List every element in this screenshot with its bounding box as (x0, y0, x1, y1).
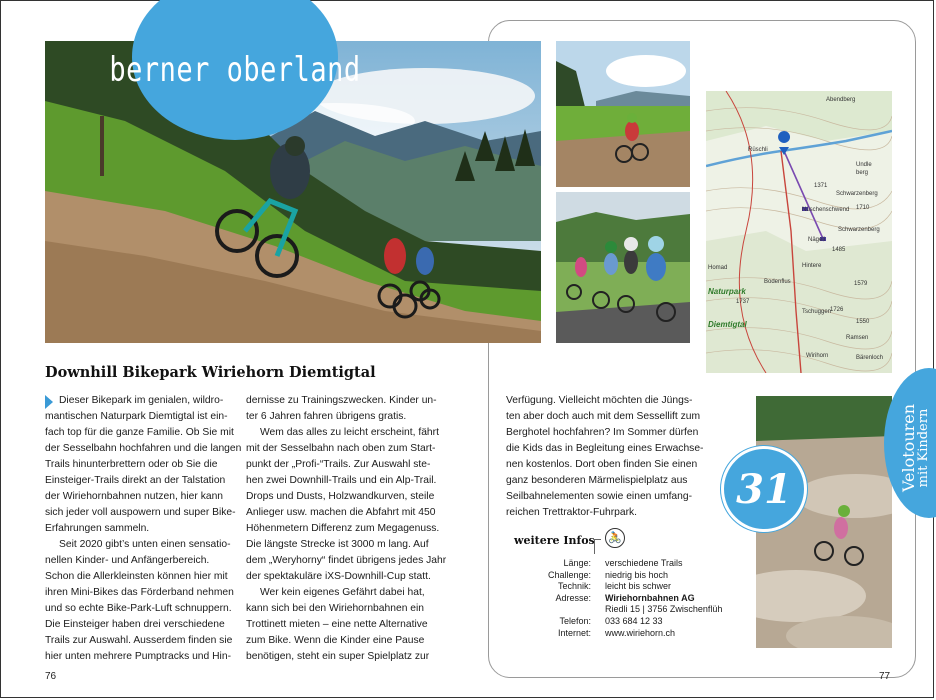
info-value: verschiedene Trails (605, 558, 683, 568)
info-value: www.wiriehorn.ch (605, 627, 676, 638)
col1-line: hier unten mehrere Pumptracks und Hin- (45, 651, 232, 662)
cyclist-icon: 🚴 (605, 528, 625, 548)
info-row (500, 628, 722, 640)
info-row (500, 558, 722, 570)
category-label-line2: mit Kindern (916, 408, 931, 488)
map-label-22: 1579 (854, 281, 868, 287)
info-row (500, 593, 722, 605)
map-label-9: Hintere (802, 263, 822, 269)
tour-number-badge (721, 446, 807, 532)
info-key: Challenge: (547, 569, 591, 580)
col2-line: Wer kein eigenes Gefährt dabei hat, (260, 587, 425, 598)
map-label-0: Abendberg (826, 97, 856, 103)
info-value: leicht bis schwer (605, 581, 672, 592)
text-column-3 (506, 393, 703, 521)
info-table (500, 558, 722, 639)
map-label-5: Nüschenschwend (802, 207, 850, 213)
col3-line: ten aber doch auch mit dem Sessellift zum (506, 411, 701, 422)
col3-line: die Kids das in Begleitung eines Erwachse- (506, 443, 704, 454)
col3-line: ganz besonderen Märmelispielplatz aus (506, 475, 688, 486)
col3-line: Seilbahnelementen sowie einen umfang- (506, 491, 693, 502)
col2-line: ter 6 Jahren fahren übrigens gratis. (246, 411, 407, 422)
map-label-11: Naturpark (708, 287, 746, 296)
col2-line: Höhenmetern Differenz zum Megagenuss. (246, 523, 440, 534)
col1-line: der Sesselbahn hochfahren und die langen (45, 443, 242, 454)
col1-line: Dieser Bikepark im genialen, wildro- (59, 395, 224, 406)
map-label-4: Schwarzenberg (836, 191, 878, 197)
col3-line: Verfügung. Vielleicht möchten die Jüngs- (506, 395, 693, 406)
map-label-12: Diemtigtal (708, 320, 747, 329)
col2-line: dernisse zu Trainingszwecken. Kinder un- (246, 395, 437, 406)
info-key: Technik: (557, 581, 591, 592)
map-label-20: 1710 (856, 205, 870, 211)
info-heading: weitere Infos (514, 534, 595, 547)
col1-line: fach top für die ganze Familie. Ob Sie mit (45, 427, 234, 438)
col2-line: Drops und Dusts, Holzwandkurven, steile (246, 491, 435, 502)
col3-line: Berghotel hochfahren? Im Sommer dürfen (506, 427, 699, 438)
col2-line: kann sich bei den Wiriehornbahnen ein (246, 603, 425, 614)
map-label-13: Tschuggen (802, 309, 832, 315)
col1-line: Schon die Allerkleinsten können hier mit (45, 571, 228, 582)
col3-line: nen kostenlos. Dort oben finden Sie einen (506, 459, 698, 470)
col1-line: nellen Kinder- und Anfängerbereich. (45, 555, 210, 566)
map-label-3: berg (856, 170, 869, 176)
photo-child-on-bike (556, 41, 690, 187)
category-label (901, 384, 930, 512)
region-badge-label: berner oberland (109, 50, 361, 90)
info-key: Telefon: (559, 615, 591, 626)
map-label-10: Bodenflus (764, 279, 791, 285)
col1-line: Trails hinunterbrettern oder ob Sie die (45, 459, 218, 470)
page-number-right: 77 (879, 671, 891, 682)
map-label-23: 1550 (856, 319, 870, 325)
map-label-14: Wirihorn (806, 353, 829, 359)
col2-line: Die längste Strecke ist 3000 m lang. Auf (246, 539, 429, 550)
col1-line: Einsteiger-Trails direkt an der Talstation (45, 475, 226, 486)
map-label-19: 1371 (814, 183, 828, 189)
info-value: Riedli 15 | 3756 Zwischenflüh (605, 604, 723, 615)
map-label-8: Homad (708, 265, 728, 271)
col1-line: sich jeder voll auspowern und super Bike- (45, 507, 236, 518)
col1-line: und so echte Bike-Park-Luft schnuppern. (45, 603, 232, 614)
info-key: Internet: (557, 627, 591, 638)
col1-line: mantischen Naturpark Diemtigtal ist ein- (45, 411, 228, 422)
text-column-2 (246, 393, 446, 665)
map-label-18: 1726 (830, 307, 844, 313)
col1-line: Die Einsteiger haben drei verschiedene (45, 619, 225, 630)
info-row (500, 581, 722, 593)
col2-line: dem „Weryhorny“ findet übrigens jedes Jahr (246, 555, 447, 566)
info-row (500, 604, 722, 616)
trail-map (706, 91, 892, 373)
info-key: Adresse: (555, 592, 591, 603)
map-label-1: Rüschli (748, 147, 768, 153)
text-column-1 (45, 393, 241, 665)
photo-children-group (556, 192, 690, 343)
map-label-6: Nägeli (808, 237, 826, 243)
map-label-16: Bärenloch (856, 355, 884, 361)
category-label-line1: Velotouren (899, 403, 918, 493)
info-key: Länge: (563, 558, 591, 568)
info-bracket (594, 539, 601, 554)
col2-line: Anlieger usw. machen die Abfahrt mit 450 (246, 507, 436, 518)
col1-line: Seit 2020 gibt’s unten einen sensatio- (59, 539, 231, 550)
col1-line: ihren Mini-Bikes das Förderband nehmen (45, 587, 234, 598)
col3-line: reichen Trettraktor-Fuhrpark. (506, 507, 638, 518)
col2-line: Trottinett mieten – eine nette Alternative (246, 619, 428, 630)
col2-line: der spektakuläre iXS-Downhill-Cup statt. (246, 571, 431, 582)
map-label-2: Undle (856, 162, 872, 168)
page-number-left: 76 (45, 671, 57, 682)
col2-line: benötigen, steht ein super Spielplatz zur (246, 651, 430, 662)
col1-line: der Wiriehornbahnen nutzen, hier kann (45, 491, 224, 502)
tour-number: 31 (736, 465, 792, 513)
map-label-7: Schwarzenberg (838, 227, 880, 233)
info-row (500, 570, 722, 582)
col2-line: zum Bike. Wenn die Kinder eine Pause (246, 635, 425, 646)
info-row (500, 616, 722, 628)
col1-line: Erfahrungen sammeln. (45, 523, 150, 534)
info-value: 033 684 12 33 (605, 615, 663, 626)
map-label-17: 1737 (736, 299, 750, 305)
col2-line: punkt der „Profi-“Trails. Zur Auswahl ste- (246, 459, 431, 470)
article-title: Downhill Bikepark Wiriehorn Diemtigtal (45, 364, 376, 381)
map-label-15: Ramsen (846, 335, 869, 341)
col1-line: Trails zur Auswahl. Ausserdem finden sie (45, 635, 233, 646)
col2-line: hen zwei Downhill-Trails und ein Alp-Trail. (246, 475, 437, 486)
col2-line: Wem das alles zu leicht erscheint, fährt (260, 427, 439, 438)
col2-line: mit der Sesselbahn nach oben zum Start- (246, 443, 436, 454)
info-value: niedrig bis hoch (605, 569, 669, 580)
map-label-21: 1485 (832, 247, 846, 253)
info-key (500, 604, 605, 616)
info-value-address-company: Wiriehornbahnen AG (605, 592, 695, 603)
